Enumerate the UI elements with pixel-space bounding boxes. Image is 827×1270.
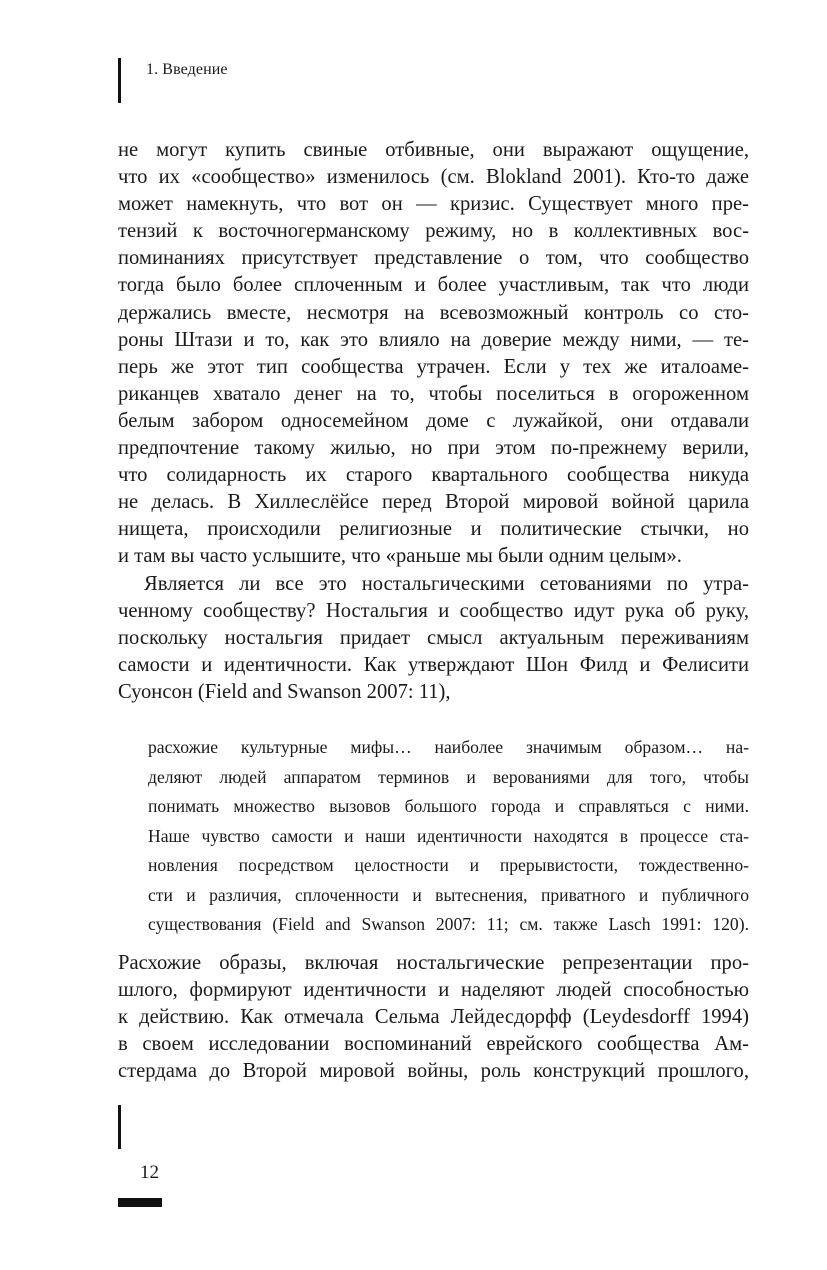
text-line: ченному сообществу? Ностальгия и сообщество идут рука об руку,	[118, 599, 749, 622]
text-line: перь же этот тип сообщества утрачен. Если у тех же италоаме-	[118, 355, 749, 378]
quote-line: расхожие культурные мифы… наиболее значимым образом… на-	[148, 737, 749, 757]
text-line: роны Штази и то, как это влияло на доверие между ними, — те-	[118, 328, 749, 351]
quote-line: существования (Field and Swanson 2007: 11; см. также Lasch 1991: 120).	[148, 914, 749, 934]
text-line: риканцев хватало денег на то, чтобы поселиться в огороженном	[118, 382, 749, 405]
text-line: что солидарность их старого квартального сообщества никуда	[118, 464, 749, 487]
text-line: не могут купить свиные отбивные, они выражают ощущение,	[118, 139, 749, 161]
block-quote	[148, 733, 749, 940]
text-line: тогда было более сплоченным и более участливым, так что люди	[118, 274, 749, 297]
text-line: предпочтение такому жилью, но при этом по-прежнему верили,	[118, 437, 749, 460]
text-line: стердама до Второй мировой войны, роль конструкций прошлого,	[118, 1060, 749, 1083]
text-line: белым забором односемейном доме с лужайкой, они отдавали	[118, 409, 749, 432]
body-text-top	[118, 137, 749, 706]
text-line: может намекнуть, что вот он — кризис. Существует много пре-	[118, 193, 749, 216]
text-line: в своем исследовании воспоминаний еврейского сообщества Ам-	[118, 1033, 749, 1056]
footer-rule	[118, 1105, 121, 1149]
header-rule	[118, 58, 121, 103]
quote-line: новления посредством целостности и прерывистости, тождественно-	[148, 855, 749, 875]
text-line: шлого, формируют идентичности и наделяют людей способностью	[118, 979, 749, 1002]
text-line: нищета, происходили религиозные и политические стычки, но	[118, 518, 749, 541]
text-line: не делась. В Хиллеслёйсе перед Второй мировой войной царила	[118, 491, 749, 514]
quote-line: Наше чувство самости и наши идентичности находятся в процессе ста-	[148, 825, 749, 846]
text-line: и там вы часто услышите, что «раньше мы были одним целым».	[118, 545, 682, 568]
running-head: 1. Введение	[146, 61, 228, 78]
paragraph	[118, 571, 749, 706]
paragraph-continued	[118, 137, 749, 571]
quote-line: понимать множество вызовов большого города и справляться с ними.	[148, 796, 749, 816]
text-line: Суонсон (Field and Swanson 2007: 11),	[118, 680, 451, 703]
text-line: что их «сообщество» изменилось (см. Blokland 2001). Кто-то даже	[118, 166, 749, 189]
footer-bar	[118, 1198, 162, 1207]
body-text-bottom	[118, 950, 749, 1085]
text-line: Является ли все это ностальгическими сетованиями по утра-	[144, 572, 749, 595]
text-line: поминаниях присутствует представление о том, что сообщество	[118, 247, 749, 270]
text-line: Расхожие образы, включая ностальгические репрезентации про-	[118, 952, 749, 974]
quote-line: сти и различия, сплоченности и вытеснения, приватного и публичного	[148, 884, 749, 905]
page-number: 12	[140, 1162, 159, 1183]
text-line: к действию. Как отмечала Сельма Лейдесдорфф (Leydesdorff 1994)	[118, 1006, 749, 1029]
text-line: тензий к восточногерманскому режиму, но в коллективных вос-	[118, 220, 749, 243]
text-line: поскольку ностальгия придает смысл актуальным переживаниям	[118, 626, 749, 649]
quote-line: деляют людей аппаратом терминов и верованиями для того, чтобы	[148, 766, 749, 787]
text-line: самости и идентичности. Как утверждают Шон Филд и Фелисити	[118, 653, 749, 676]
text-line: держались вместе, несмотря на всевозможный контроль со сто-	[118, 301, 749, 324]
